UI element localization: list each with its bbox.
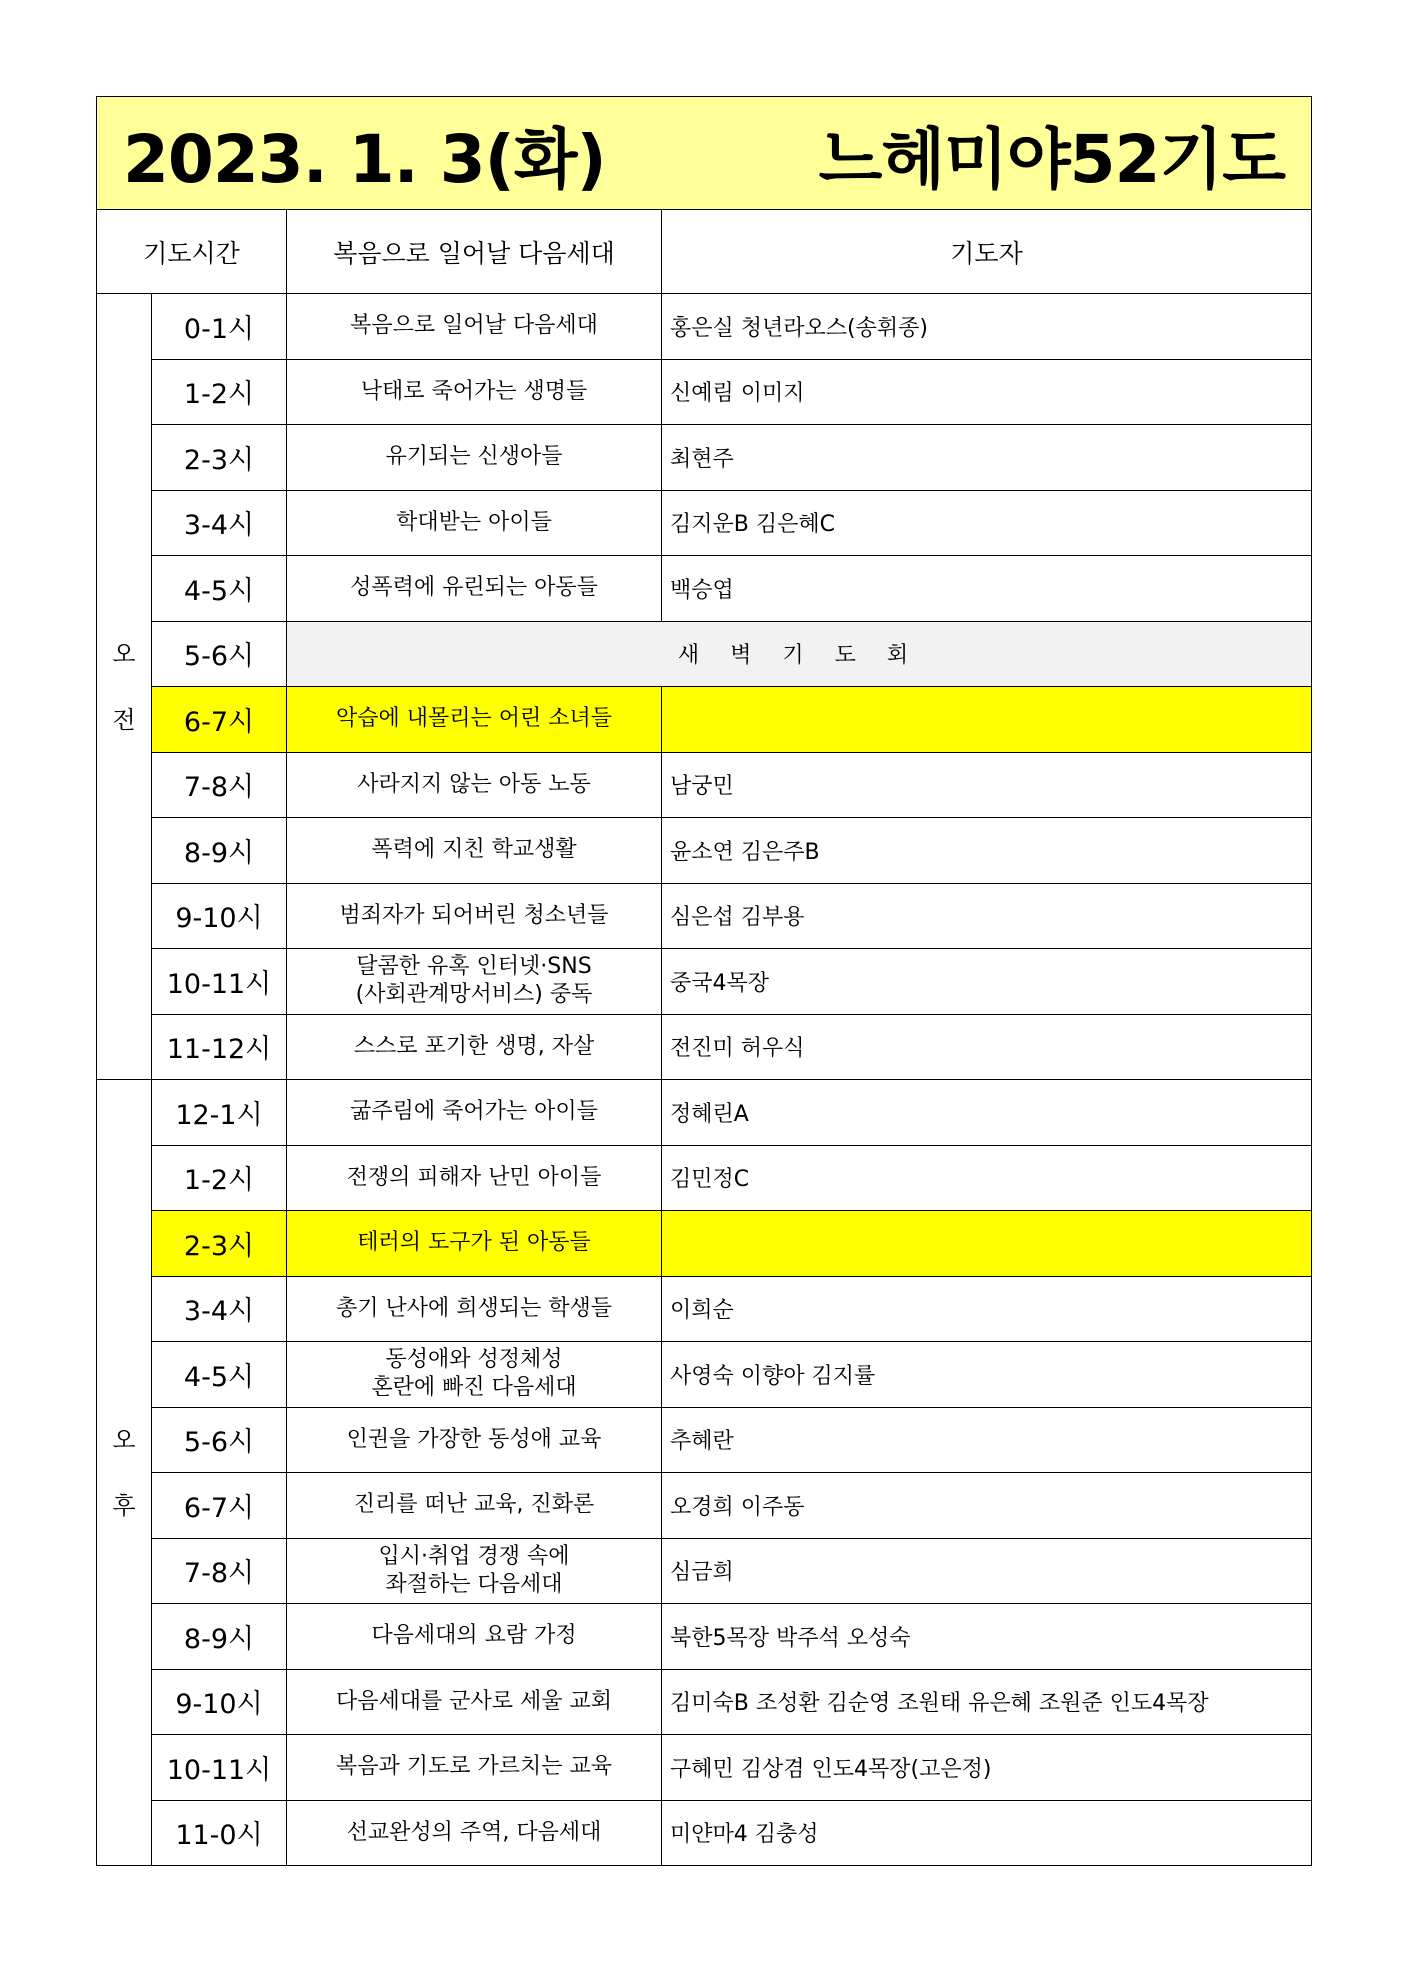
topic-line: 폭력에 지친 학교생활	[371, 837, 577, 863]
header-row	[97, 210, 1312, 294]
time-cell: 8-9시	[152, 1604, 287, 1670]
topic-line: 선교완성의 주역, 다음세대	[346, 1819, 602, 1845]
prayer-cell: 윤소연 김은주B	[662, 818, 1312, 884]
topic-cell	[287, 1276, 662, 1342]
topic-cell	[287, 294, 662, 360]
prayer-cell: 김민정C	[662, 1145, 1312, 1211]
topic-line: 인권을 가장한 동성애 교육	[346, 1426, 602, 1452]
table-row	[97, 1080, 1312, 1146]
topic-cell	[287, 490, 662, 556]
topic-cell	[287, 1538, 662, 1604]
time-cell: 5-6시	[152, 1407, 287, 1473]
time-cell: 4-5시	[152, 556, 287, 622]
table-row	[97, 1538, 1312, 1604]
topic-line: 총기 난사에 희생되는 학생들	[335, 1295, 612, 1321]
prayer-cell: 심금희	[662, 1538, 1312, 1604]
time-cell: 1-2시	[152, 359, 287, 425]
time-cell: 9-10시	[152, 1669, 287, 1735]
table-row	[97, 490, 1312, 556]
topic-line: 범죄자가 되어버린 청소년들	[339, 902, 609, 928]
table-row	[97, 883, 1312, 949]
period-pm	[97, 1080, 152, 1866]
topic-line: 학대받는 아이들	[396, 509, 552, 535]
table-row	[97, 621, 1312, 687]
time-cell: 6-7시	[152, 1473, 287, 1539]
table-row	[97, 359, 1312, 425]
prayer-cell: 오경희 이주동	[662, 1473, 1312, 1539]
time-cell: 8-9시	[152, 818, 287, 884]
period-char: 오	[112, 639, 136, 668]
topic-cell	[287, 359, 662, 425]
prayer-cell: 정혜린A	[662, 1080, 1312, 1146]
time-cell: 4-5시	[152, 1342, 287, 1408]
topic-cell	[287, 1342, 662, 1408]
table-row	[97, 425, 1312, 491]
topic-line: 복음으로 일어날 다음세대	[350, 313, 598, 339]
topic-cell	[287, 1473, 662, 1539]
date-title: 2023. 1. 3(화)	[123, 120, 606, 198]
prayer-cell	[662, 1211, 1312, 1277]
topic-line: 악습에 내몰리는 어린 소녀들	[335, 706, 612, 732]
topic-line: 다음세대의 요람 가정	[371, 1623, 577, 1649]
prayer-cell	[662, 687, 1312, 753]
topic-line: 낙태로 죽어가는 생명들	[360, 378, 588, 404]
topic-line: 복음과 기도로 가르치는 교육	[335, 1754, 612, 1780]
table-row	[97, 1014, 1312, 1080]
topic-line: 성폭력에 유린되는 아동들	[350, 575, 598, 601]
topic-line: 굶주림에 죽어가는 아이들	[350, 1099, 598, 1125]
topic-cell	[287, 1014, 662, 1080]
table-row	[97, 949, 1312, 1015]
topic-cell	[287, 1080, 662, 1146]
time-cell: 11-12시	[152, 1014, 287, 1080]
topic-cell	[287, 949, 662, 1015]
topic-line: 좌절하는 다음세대	[385, 1571, 563, 1597]
topic-line: 혼란에 빠진 다음세대	[371, 1375, 577, 1401]
table-row	[97, 687, 1312, 753]
period-char: 전	[112, 705, 136, 734]
prayer-cell: 전진미 허우식	[662, 1014, 1312, 1080]
topic-cell	[287, 1800, 662, 1866]
time-cell: 7-8시	[152, 1538, 287, 1604]
title-row	[97, 97, 1312, 210]
topic-cell	[287, 1669, 662, 1735]
table-row	[97, 1800, 1312, 1866]
topic-cell	[287, 425, 662, 491]
time-cell: 3-4시	[152, 1276, 287, 1342]
table-row	[97, 1276, 1312, 1342]
topic-line: (사회관계망서비스) 중독	[355, 982, 593, 1008]
table-row	[97, 1342, 1312, 1408]
table-row	[97, 556, 1312, 622]
time-cell: 6-7시	[152, 687, 287, 753]
time-cell: 11-0시	[152, 1800, 287, 1866]
prayer-cell: 홍은실 청년라오스(송휘종)	[662, 294, 1312, 360]
table-row	[97, 1735, 1312, 1801]
time-cell: 2-3시	[152, 1211, 287, 1277]
topic-cell	[287, 687, 662, 753]
time-cell: 9-10시	[152, 883, 287, 949]
topic-cell	[287, 1604, 662, 1670]
time-cell: 10-11시	[152, 1735, 287, 1801]
prayer-cell: 추혜란	[662, 1407, 1312, 1473]
dawn-prayer-cell: 새 벽 기 도 회	[287, 621, 1312, 687]
topic-cell	[287, 818, 662, 884]
time-cell: 5-6시	[152, 621, 287, 687]
time-cell: 1-2시	[152, 1145, 287, 1211]
topic-cell	[287, 752, 662, 818]
table-row	[97, 752, 1312, 818]
prayer-cell: 백승엽	[662, 556, 1312, 622]
prayer-cell: 북한5목장 박주석 오성숙	[662, 1604, 1312, 1670]
period-char: 오	[112, 1425, 136, 1454]
prayer-cell: 신예림 이미지	[662, 359, 1312, 425]
prayer-cell: 최현주	[662, 425, 1312, 491]
prayer-cell: 남궁민	[662, 752, 1312, 818]
time-cell: 12-1시	[152, 1080, 287, 1146]
time-cell: 2-3시	[152, 425, 287, 491]
table-row	[97, 1211, 1312, 1277]
time-cell: 10-11시	[152, 949, 287, 1015]
time-cell: 7-8시	[152, 752, 287, 818]
table-row	[97, 1473, 1312, 1539]
table-row	[97, 1145, 1312, 1211]
time-cell: 3-4시	[152, 490, 287, 556]
header-time: 기도시간	[97, 210, 287, 294]
topic-line: 진리를 떠난 교육, 진화론	[353, 1492, 595, 1518]
topic-cell	[287, 1145, 662, 1211]
topic-line: 동성애와 성정체성	[385, 1347, 563, 1373]
prayer-cell: 김미숙B 조성환 김순영 조원태 유은혜 조원준 인도4목장	[662, 1669, 1312, 1735]
prayer-cell: 구혜민 김상겸 인도4목장(고은정)	[662, 1735, 1312, 1801]
prayer-cell: 미얀마4 김충성	[662, 1800, 1312, 1866]
topic-cell	[287, 883, 662, 949]
prayer-cell: 김지운B 김은혜C	[662, 490, 1312, 556]
time-cell: 0-1시	[152, 294, 287, 360]
period-char: 후	[112, 1491, 136, 1520]
topic-line: 유기되는 신생아들	[385, 444, 563, 470]
topic-line: 스스로 포기한 생명, 자살	[353, 1033, 595, 1059]
topic-line: 테러의 도구가 된 아동들	[357, 1230, 591, 1256]
prayer-schedule-table	[96, 96, 1312, 1866]
topic-cell	[287, 1735, 662, 1801]
topic-cell	[287, 556, 662, 622]
table-row	[97, 1604, 1312, 1670]
header-prayer: 기도자	[662, 210, 1312, 294]
period-am	[97, 294, 152, 1080]
topic-line: 달콤한 유혹 인터넷·SNS	[356, 954, 592, 980]
topic-line: 전쟁의 피해자 난민 아이들	[346, 1164, 602, 1190]
prayer-cell: 사영숙 이향아 김지률	[662, 1342, 1312, 1408]
table-row	[97, 818, 1312, 884]
prayer-cell: 이희순	[662, 1276, 1312, 1342]
topic-line: 사라지지 않는 아동 노동	[357, 771, 591, 797]
prayer-cell: 심은섭 김부용	[662, 883, 1312, 949]
topic-line: 다음세대를 군사로 세울 교회	[335, 1688, 612, 1714]
topic-cell	[287, 1407, 662, 1473]
table-row	[97, 1669, 1312, 1735]
prayer-name-title: 느헤미야52기도	[818, 120, 1285, 198]
header-topic: 복음으로 일어날 다음세대	[287, 210, 662, 294]
prayer-cell: 중국4목장	[662, 949, 1312, 1015]
topic-line: 입시·취업 경쟁 속에	[378, 1543, 570, 1569]
topic-cell	[287, 1211, 662, 1277]
table-row	[97, 1407, 1312, 1473]
table-row	[97, 294, 1312, 360]
